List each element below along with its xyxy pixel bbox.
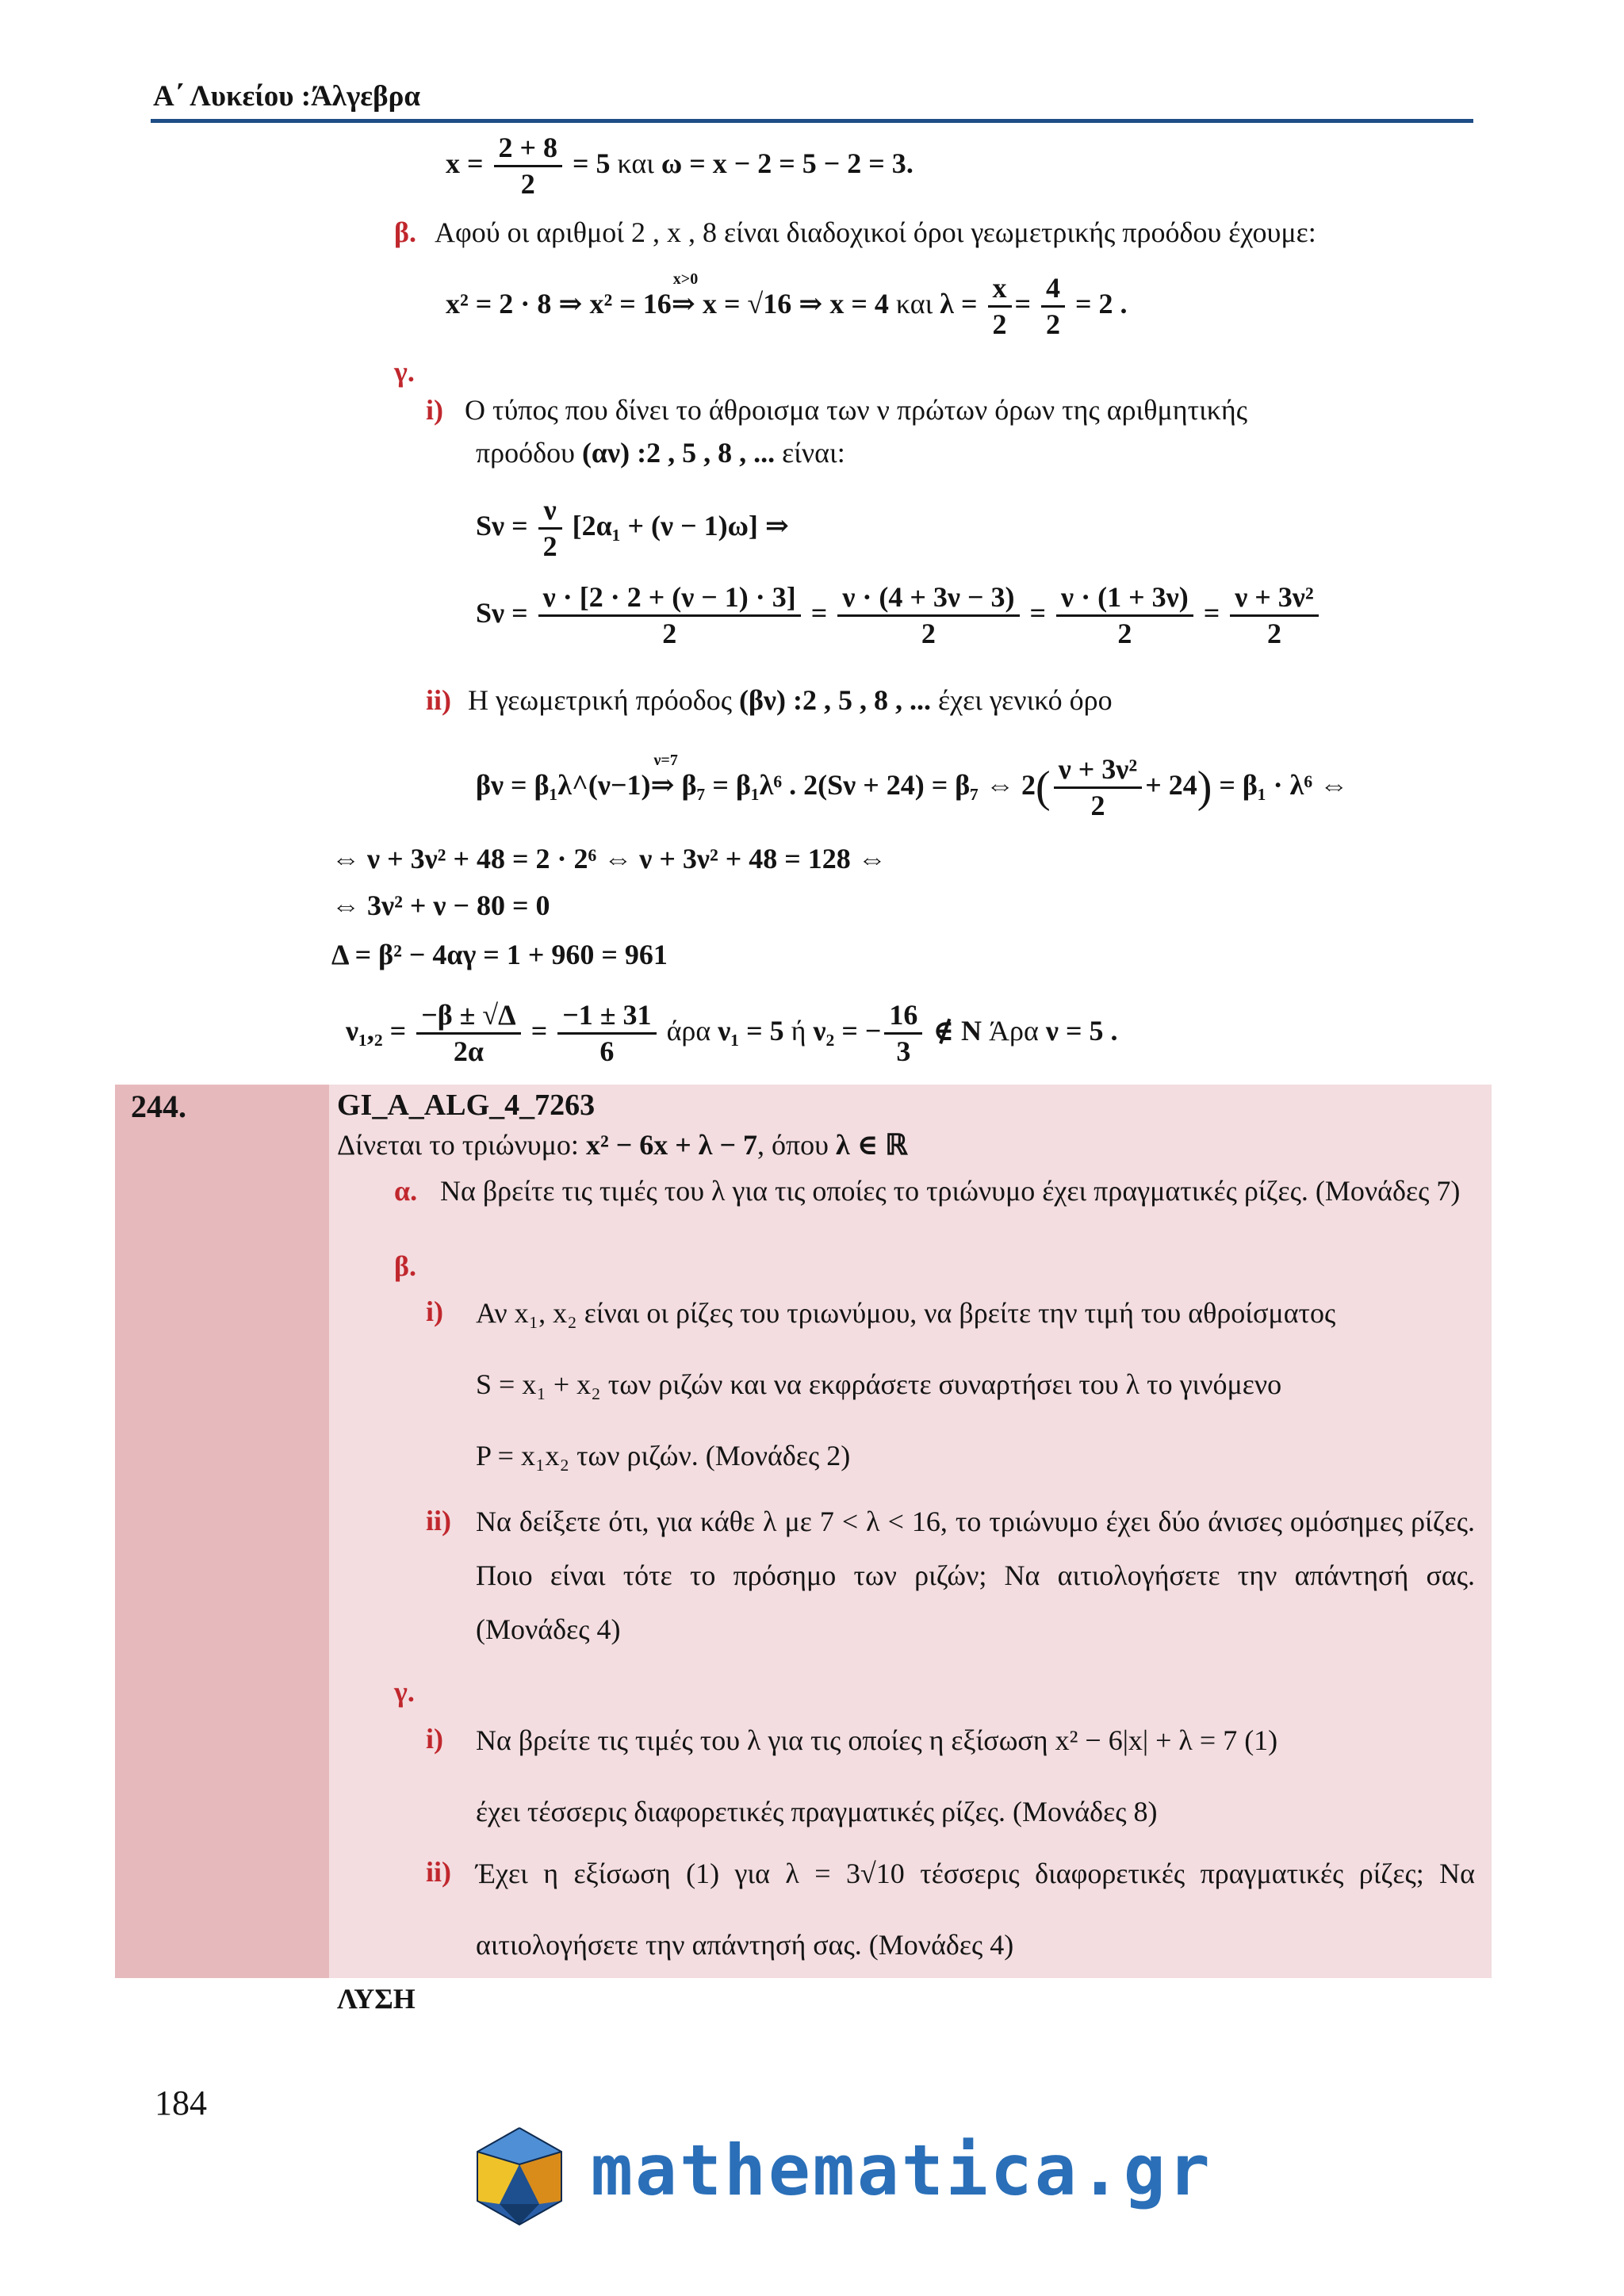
sv-frac-4-den: 2 xyxy=(1266,617,1281,649)
roots-final-word: Άρα xyxy=(989,1015,1039,1047)
beta-n-cond: ν=7 xyxy=(653,752,678,770)
part-ci-text xyxy=(476,1705,1475,1847)
problem-intro-set: λ ∈ ℝ xyxy=(835,1129,908,1161)
part-ci-label: i) xyxy=(426,1723,443,1755)
part-bi-line-1: Αν x₁, x₂ είναι οι ρίζες του τριωνύμου, να βρείτε την τιμή του αθροίσματος xyxy=(476,1297,1336,1329)
beta-frac-1-den: 2 xyxy=(992,308,1007,340)
beta-n-open-paren: ( xyxy=(1036,763,1051,813)
sv-frac-4-num: ν + 3ν² xyxy=(1230,583,1318,617)
beta-eq-2: ⇒ x = √16 ⇒ x = 4 xyxy=(671,288,889,320)
part-c-label: γ. xyxy=(394,1676,415,1708)
part-b-label: β. xyxy=(394,1250,416,1282)
page-number: 184 xyxy=(155,2084,207,2122)
problem-number-panel xyxy=(115,1085,329,1978)
gamma-ii-seq: (βν) :2 , 5 , 8 , ... xyxy=(738,684,931,716)
sv-frac-2-den: 2 xyxy=(921,617,936,649)
problem-intro-where: , όπου xyxy=(756,1129,829,1161)
roots-or: ή xyxy=(791,1015,806,1047)
roots-frac-1-den: 2α xyxy=(453,1035,485,1067)
line-x-num: 2 + 8 xyxy=(494,133,563,167)
sv-frac-3-den: 2 xyxy=(1117,617,1132,649)
beta-result: = 2 . xyxy=(1075,288,1128,320)
beta-frac-2-num: 4 xyxy=(1041,274,1065,308)
problem-intro xyxy=(337,1128,908,1162)
sv-line-2 xyxy=(476,583,1322,649)
gamma-i-text-2: προόδου xyxy=(476,437,575,469)
gamma-i-text-1: Ο τύπος που δίνει το άθροισμα των ν πρώτων όρων της αριθμητικής xyxy=(465,394,1247,426)
part-bii-text: Να δείξετε ότι, για κάθε λ με 7 < λ < 16, το τριώνυμο έχει δύο άνισες ομόσημες ρίζες. Ποιο είναι τότε το πρόσημο των ριζών; Να αιτιολογήσετε την απάντησή σας. (Μονάδες 4) xyxy=(476,1506,1475,1645)
logo-text: mathematica.gr xyxy=(591,2130,1212,2211)
problem-intro-text: Δίνεται το τριώνυμο: xyxy=(337,1129,579,1161)
sv-frac-2-num: ν · (4 + 3ν − 3) xyxy=(837,583,1019,617)
beta-lambda: λ = xyxy=(940,288,978,320)
line-b: ⇔ 3ν² + ν − 80 = 0 xyxy=(331,890,550,921)
line-x-fraction xyxy=(494,133,563,200)
sv-line-1-lead: Sν = xyxy=(476,510,528,542)
beta-n-1: βν = β₁λ^(ν−1) xyxy=(476,769,651,802)
problem-number: 244. xyxy=(131,1089,186,1124)
roots-v2: ν₂ = − xyxy=(813,1015,882,1047)
sv-line-1-den: 2 xyxy=(542,530,557,562)
sv-frac-2 xyxy=(837,583,1019,649)
sv-line-1-num: ν xyxy=(538,496,562,530)
roots-frac-2-den: 6 xyxy=(599,1035,615,1067)
part-ci-line-1: Να βρείτε τις τιμές του λ για τις οποίες η εξίσωση x² − 6|x| + λ = 7 (1) xyxy=(476,1724,1278,1756)
sv-frac-1-num: ν · [2 · 2 + (ν − 1) · 3] xyxy=(538,583,801,617)
line-x-and: και xyxy=(617,147,654,180)
roots-frac-2 xyxy=(557,1001,656,1067)
roots-eq: = xyxy=(530,1015,548,1047)
beta-n-3: + 24 xyxy=(1145,769,1197,802)
part-a-text: Να βρείτε τις τιμές του λ για τις οποίες το τριώνυμο έχει πραγματικές ρίζες. (Μονάδες 7) xyxy=(440,1175,1461,1207)
roots-frac-1-num: −β ± √Δ xyxy=(416,1001,521,1035)
beta-n-close-paren: ) xyxy=(1197,763,1212,813)
line-x-tail-2: ω = x − 2 = 5 − 2 = 3 xyxy=(661,147,906,180)
sv-frac-3 xyxy=(1056,583,1193,649)
gamma-ii-text: Η γεωμετρική πρόοδος xyxy=(468,684,732,716)
part-bi-line-2: S = x₁ + x₂ των ριζών και να εκφράσετε συναρτήσει του λ το γινόμενο xyxy=(476,1368,1282,1400)
beta-statement xyxy=(394,216,1316,250)
line-x-tail-1: = 5 xyxy=(573,147,611,180)
part-bi-text xyxy=(476,1277,1475,1491)
sv-frac-1-den: 2 xyxy=(662,617,677,649)
problem-code: GI_A_ALG_4_7263 xyxy=(337,1089,596,1122)
sv-frac-3-num: ν · (1 + 3ν) xyxy=(1056,583,1193,617)
part-cii-text: Έχει η εξίσωση (1) για λ = 3√10 τέσσερις διαφορετικές πραγματικές ρίζες; Να αιτιολογήσετε την απάντησή σας. (Μονάδες 4) xyxy=(476,1858,1475,1961)
part-ci-line-2: έχει τέσσερις διαφορετικές πραγματικές ρίζες. (Μονάδες 8) xyxy=(476,1796,1158,1827)
problem-intro-expr: x² − 6x + λ − 7 xyxy=(585,1129,757,1161)
line-x-den: 2 xyxy=(520,167,535,200)
beta-text: Αφού οι αριθμοί 2 , x , 8 είναι διαδοχικοί όροι γεωμετρικής προόδου έχουμε: xyxy=(434,216,1316,248)
sv-eq-1: = xyxy=(810,597,828,629)
gamma-ii-text-2: έχει γενικό όρο xyxy=(937,684,1113,716)
line-x-lead: x = xyxy=(446,147,484,180)
gamma-i xyxy=(426,393,1247,427)
beta-and: και xyxy=(895,288,933,320)
header-rule xyxy=(151,119,1473,123)
gamma-i-label: i) xyxy=(426,394,443,426)
solution-title: ΛΥΣΗ xyxy=(337,1983,416,2015)
sv-line-1-tail: [2α₁ + (ν − 1)ω] ⇒ xyxy=(572,510,790,542)
polyhedron-logo-icon xyxy=(468,2125,571,2232)
beta-frac-2 xyxy=(1041,274,1065,340)
page-header: Α΄ Λυκείου :Άλγεβρα xyxy=(153,80,421,113)
sv-frac-1 xyxy=(538,583,801,649)
beta-equation: x² = 2 · 8 ⇒ x² = 16 x>0 ⇒ x = √16 ⇒ x = 4 και λ = $\frac{x}{2}$ = $\frac{4}{2}$ = 2 . xyxy=(446,270,1128,340)
gamma-ii-label: ii) xyxy=(426,684,451,716)
roots-ara: άρα xyxy=(666,1015,711,1047)
sv-line-1-frac xyxy=(538,496,562,562)
roots-v1: ν₁ = 5 xyxy=(718,1015,784,1047)
part-a-label: α. xyxy=(394,1175,418,1207)
beta-n-4: = β₁ · λ⁶ ⇔ xyxy=(1219,769,1349,802)
sv-eq-3: = xyxy=(1203,597,1220,629)
line-a: ⇔ ν + 3ν² + 48 = 2 · 2⁶ ⇔ ν + 3ν² + 48 = 128 ⇔ xyxy=(331,843,887,874)
beta-n-frac-den: 2 xyxy=(1090,789,1105,821)
beta-eq-cond: x>0 xyxy=(672,270,699,289)
roots-frac-3-num: 16 xyxy=(884,1001,922,1035)
beta-frac-2-den: 2 xyxy=(1046,308,1061,340)
gamma-i-line-2 xyxy=(476,436,845,470)
beta-frac-1-num: x xyxy=(988,274,1012,308)
gamma-i-seq: (αν) :2 , 5 , 8 , ... xyxy=(581,437,776,469)
part-bii-label: ii) xyxy=(426,1505,451,1536)
roots-final: ν = 5 . xyxy=(1045,1015,1118,1047)
part-bi-line-3: P = x₁x₂ των ριζών. (Μονάδες 2) xyxy=(476,1440,851,1471)
roots-lead: ν₁,₂ = xyxy=(346,1015,407,1047)
gamma-label: γ. xyxy=(394,356,415,388)
roots-notin: ∉ N xyxy=(933,1015,982,1047)
beta-n-2: ⇒ β₇ = β₁λ⁶ . 2(Sν + 24) = β₇ ⇔ 2 xyxy=(650,769,1036,802)
gamma-ii xyxy=(426,683,1113,718)
beta-n-equation xyxy=(476,752,1349,821)
roots-frac-2-num: −1 ± 31 xyxy=(557,1001,656,1035)
gamma-i-text-3: είναι: xyxy=(782,437,845,469)
beta-eq-1: x² = 2 · 8 ⇒ x² = 16 xyxy=(446,288,672,320)
sv-line-1 xyxy=(476,496,789,562)
beta-n-frac xyxy=(1054,755,1142,821)
part-bi-label: i) xyxy=(426,1295,443,1327)
line-c: Δ = β² − 4αγ = 1 + 960 = 961 xyxy=(331,939,668,970)
beta-n-frac-num: ν + 3ν² xyxy=(1054,755,1142,789)
roots-equation xyxy=(346,1001,1117,1067)
beta-label: β. xyxy=(394,216,416,248)
beta-frac-1 xyxy=(988,274,1012,340)
roots-frac-3 xyxy=(884,1001,922,1067)
sv-line-2-lead: Sν = xyxy=(476,597,528,629)
roots-frac-3-den: 3 xyxy=(896,1035,911,1067)
sv-frac-4 xyxy=(1230,583,1318,649)
roots-frac-1 xyxy=(416,1001,521,1067)
part-cii-label: ii) xyxy=(426,1856,451,1888)
sv-eq-2: = xyxy=(1029,597,1047,629)
line-x-equation: x = $\frac{2 + 8}{2}$ = 5 και ω = x − 2 = 5 − 2 = 3. xyxy=(446,132,914,200)
